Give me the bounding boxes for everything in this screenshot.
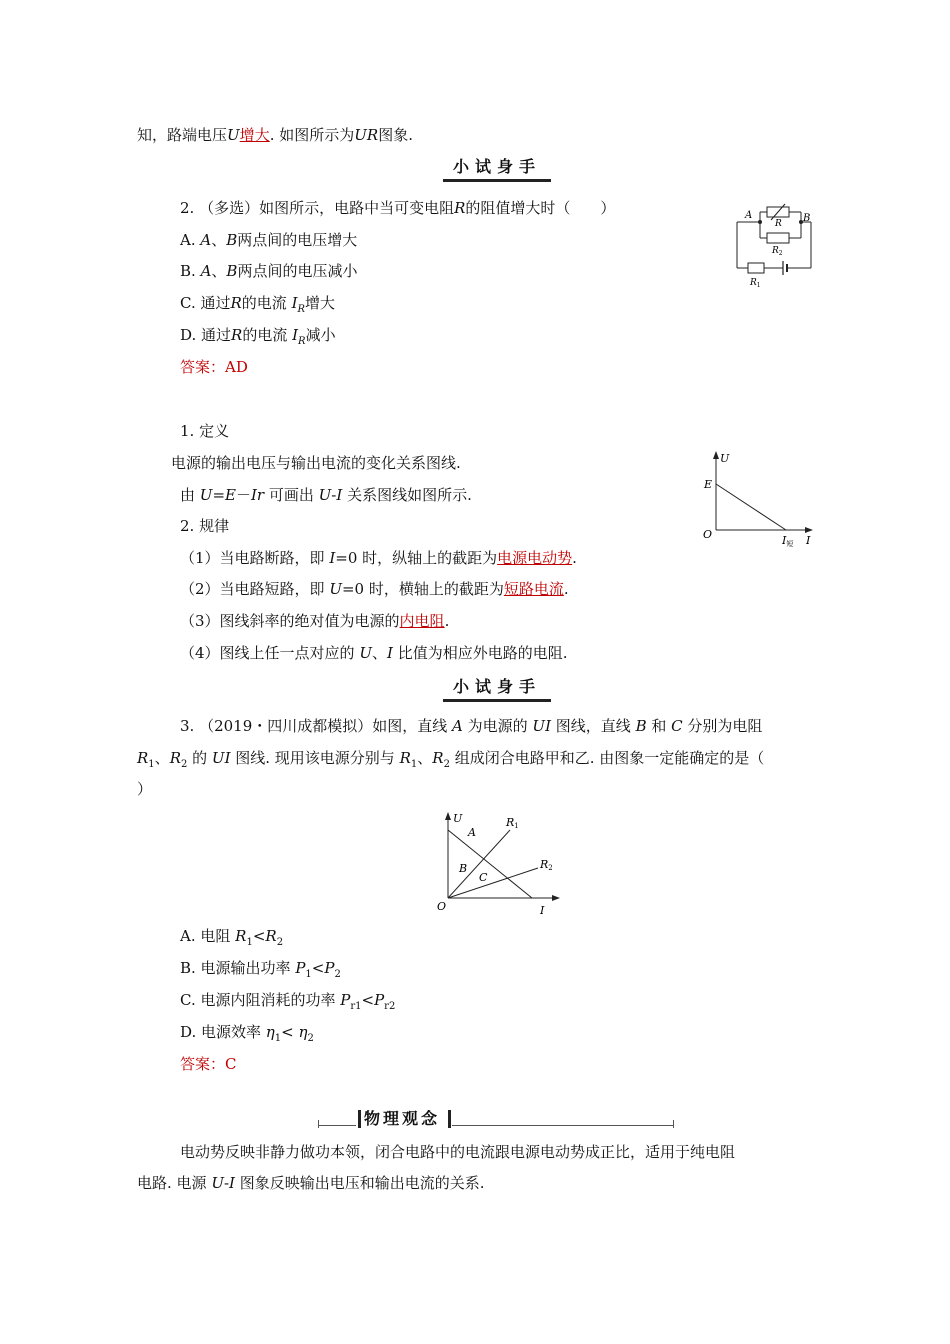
text: 图象. (378, 126, 413, 144)
sub: 2 (307, 1033, 314, 1044)
label-b: B (803, 213, 811, 224)
text: . (572, 549, 577, 567)
sub: 1 (305, 969, 312, 980)
text: =0 时，纵轴上的截距为 (335, 549, 498, 567)
var: A (200, 231, 212, 249)
text: C. 电源内阻消耗的功率 (180, 991, 341, 1009)
var: B (226, 231, 238, 249)
label-o: O (703, 528, 713, 541)
label-r2: R2 (540, 858, 553, 872)
text: 图线，直线 (551, 717, 636, 735)
text: 图象反映输出电压和输出电流的关系. (234, 1174, 485, 1192)
var: C (671, 717, 683, 735)
label-a: A (468, 826, 476, 839)
x-arrow-icon (805, 527, 813, 533)
sub: r2 (384, 1001, 396, 1012)
def-heading: 1. 定义 (180, 422, 230, 440)
q3-option-a (180, 926, 283, 953)
rule-heading: 2. 规律 (180, 517, 230, 535)
ui-line (716, 484, 786, 530)
label-r1: $R_1$ (750, 278, 761, 289)
var: U (227, 126, 240, 144)
var: A (200, 262, 212, 280)
text: 增大 (305, 294, 336, 312)
text: 3. （2019・四川成都模拟）如图，直线 (180, 717, 453, 735)
var: R (235, 927, 247, 945)
text: 的 (187, 749, 212, 767)
text: B. (180, 262, 201, 280)
text: 两点间的电压减小 (237, 262, 358, 280)
text: 减小 (305, 326, 336, 344)
var: R (297, 304, 306, 315)
header-tick-left (318, 1120, 319, 1128)
banner-title: 小试身手 (452, 677, 541, 696)
var: P (295, 959, 306, 977)
label-i: I (806, 534, 811, 547)
sub: 1 (246, 937, 253, 948)
var: U (318, 486, 332, 504)
var: η (265, 1023, 275, 1041)
var: R (298, 336, 306, 347)
q2-option-a (180, 230, 357, 250)
var: U (211, 1174, 224, 1192)
rule-2 (180, 579, 569, 599)
blank-answer: 短路电流 (503, 580, 564, 598)
text: - (331, 486, 337, 504)
label-r: R (775, 219, 782, 229)
text: 、 (154, 749, 170, 767)
text: 、 (417, 749, 433, 767)
text: － (235, 486, 251, 504)
text: 的电流 (242, 326, 293, 344)
text: （3）图线斜率的绝对值为电源的 (180, 612, 400, 630)
var: I (224, 749, 231, 767)
var: P (340, 991, 351, 1009)
var: R (230, 294, 242, 312)
label-u: U (720, 452, 730, 465)
label-b: B (459, 862, 468, 875)
text: 电路. 电源 (137, 1174, 212, 1192)
header-tick-right (673, 1120, 674, 1128)
text: 为电源的 (462, 717, 533, 735)
text: - (223, 1174, 230, 1192)
var: P (374, 991, 385, 1009)
q3-stem-1 (180, 716, 762, 736)
section-banner-2 (443, 676, 551, 702)
text: < (361, 991, 375, 1009)
concept-header (318, 1108, 674, 1132)
rule-4 (180, 643, 567, 663)
text: D. 通过 (180, 326, 232, 344)
var: Ir (250, 486, 265, 504)
label-i-short: I短 (782, 534, 794, 548)
y-arrow-icon (445, 812, 451, 820)
q2-option-c (180, 293, 335, 320)
q3-option-b (180, 958, 341, 985)
text: 、 (371, 644, 387, 662)
q3-answer: 答案：C (180, 1055, 237, 1073)
text: 两点间的电压增大 (237, 231, 358, 249)
var: B (226, 262, 238, 280)
var: I (336, 486, 343, 504)
q2-answer: 答案：AD (180, 358, 248, 376)
sub: 1 (410, 759, 418, 770)
text: = (212, 486, 226, 504)
text: （1）当电路断路，即 (180, 549, 330, 567)
def-line-1: 电源的输出电压与输出电流的变化关系图线. (171, 454, 461, 472)
label-u: U (453, 812, 463, 825)
sub: 2 (180, 759, 188, 770)
text: 知，路端电压 (137, 126, 228, 144)
var: R (169, 749, 181, 767)
label-a: A (745, 210, 753, 221)
text: < (252, 927, 266, 945)
q3-stem-3: ） (137, 780, 153, 798)
text: 可画出 (264, 486, 319, 504)
var: I (229, 1174, 235, 1192)
var: U (354, 126, 367, 144)
sub: 1 (148, 759, 155, 770)
text: C. 通过 (180, 294, 231, 312)
text: 和 (646, 717, 672, 735)
var: P (324, 959, 335, 977)
sub: 2 (334, 969, 341, 980)
text: 的电流 (241, 294, 292, 312)
var: B (635, 717, 647, 735)
rule-1 (180, 548, 577, 568)
label-r2: $R_2$ (772, 246, 783, 257)
text: B. 电源输出功率 (180, 959, 296, 977)
text: 比值为相应外电路的电阻. (392, 644, 568, 662)
header-bar-left (358, 1110, 361, 1128)
var: A (452, 717, 463, 735)
intro-line (137, 125, 413, 145)
sub: 2 (443, 759, 450, 770)
text: 、 (211, 262, 227, 280)
label-o: O (437, 900, 447, 913)
var: I (292, 326, 299, 344)
var: I (329, 549, 336, 567)
text: . (563, 580, 569, 598)
var: U (532, 717, 546, 735)
var: R (231, 326, 243, 344)
text: . 如图所示为 (269, 126, 355, 144)
concept-para-2 (137, 1173, 485, 1193)
var: I (545, 717, 552, 735)
text: 分别为电阻 (682, 717, 763, 735)
var: U (199, 486, 213, 504)
banner-rule (443, 699, 551, 702)
concept-title: 物理观念 (364, 1109, 441, 1128)
text: < (311, 959, 325, 977)
text: < (281, 1023, 299, 1041)
q3-stem-2 (137, 748, 764, 775)
blank-answer: 电源电动势 (497, 549, 573, 567)
q3-option-d (180, 1022, 314, 1049)
header-bar-right (448, 1110, 451, 1128)
concept-para-1: 电动势反映非静力做功本领，闭合电路中的电流跟电源电动势成正比，适用于纯电阻 (180, 1143, 736, 1161)
node-a (758, 220, 762, 224)
label-c: C (479, 871, 488, 884)
text: 由 (180, 486, 200, 504)
section-banner (443, 156, 551, 182)
text: D. 电源效率 (180, 1023, 266, 1041)
var: R (454, 199, 466, 217)
var: R (137, 749, 149, 767)
var: I (291, 294, 298, 312)
q2-stem (180, 198, 615, 218)
var: R (432, 749, 444, 767)
text: . (444, 612, 450, 630)
blank-answer: 增大 (239, 126, 270, 144)
label-e: E (704, 478, 713, 491)
y-arrow-icon (713, 451, 719, 459)
rule-3 (180, 611, 449, 631)
text: （2）当电路短路，即 (180, 580, 330, 598)
text: 组成闭合电路甲和乙. 由图象一定能确定的是（ (449, 749, 765, 767)
text: 的阻值增大时（ ） (465, 199, 616, 217)
text: 关系图线如图所示. (342, 486, 472, 504)
x-arrow-icon (552, 895, 560, 901)
var: I (387, 644, 393, 662)
var: R (366, 126, 379, 144)
def-line-2 (180, 485, 472, 505)
var: R (399, 749, 411, 767)
var: η (298, 1023, 308, 1041)
banner-rule (443, 179, 551, 182)
label-i: I (540, 904, 545, 917)
var: R (265, 927, 277, 945)
var: U (329, 580, 342, 598)
text: A. 电阻 (180, 927, 236, 945)
text: =0 时，横轴上的截距为 (341, 580, 504, 598)
ui-graph-2 (428, 808, 568, 918)
sub: r1 (350, 1001, 362, 1012)
text: （4）图线上任一点对应的 (180, 644, 360, 662)
q2-option-d (180, 325, 336, 352)
text: 2. （多选）如图所示，电路中当可变电阻 (180, 199, 455, 217)
text: 图线. 现用该电源分别与 (230, 749, 400, 767)
q2-option-b (180, 261, 357, 281)
sub: 2 (276, 937, 284, 948)
label-r1: R1 (506, 816, 519, 830)
q3-option-c (180, 990, 395, 1017)
blank-answer: 内电阻 (399, 612, 445, 630)
var: E (225, 486, 236, 504)
ui-graph-1 (698, 448, 818, 548)
var: U (211, 749, 225, 767)
text: 、 (211, 231, 227, 249)
text: A. (180, 231, 201, 249)
sub: 1 (274, 1033, 282, 1044)
banner-title: 小试身手 (452, 157, 541, 176)
var: U (359, 644, 372, 662)
circuit-diagram (735, 198, 815, 290)
